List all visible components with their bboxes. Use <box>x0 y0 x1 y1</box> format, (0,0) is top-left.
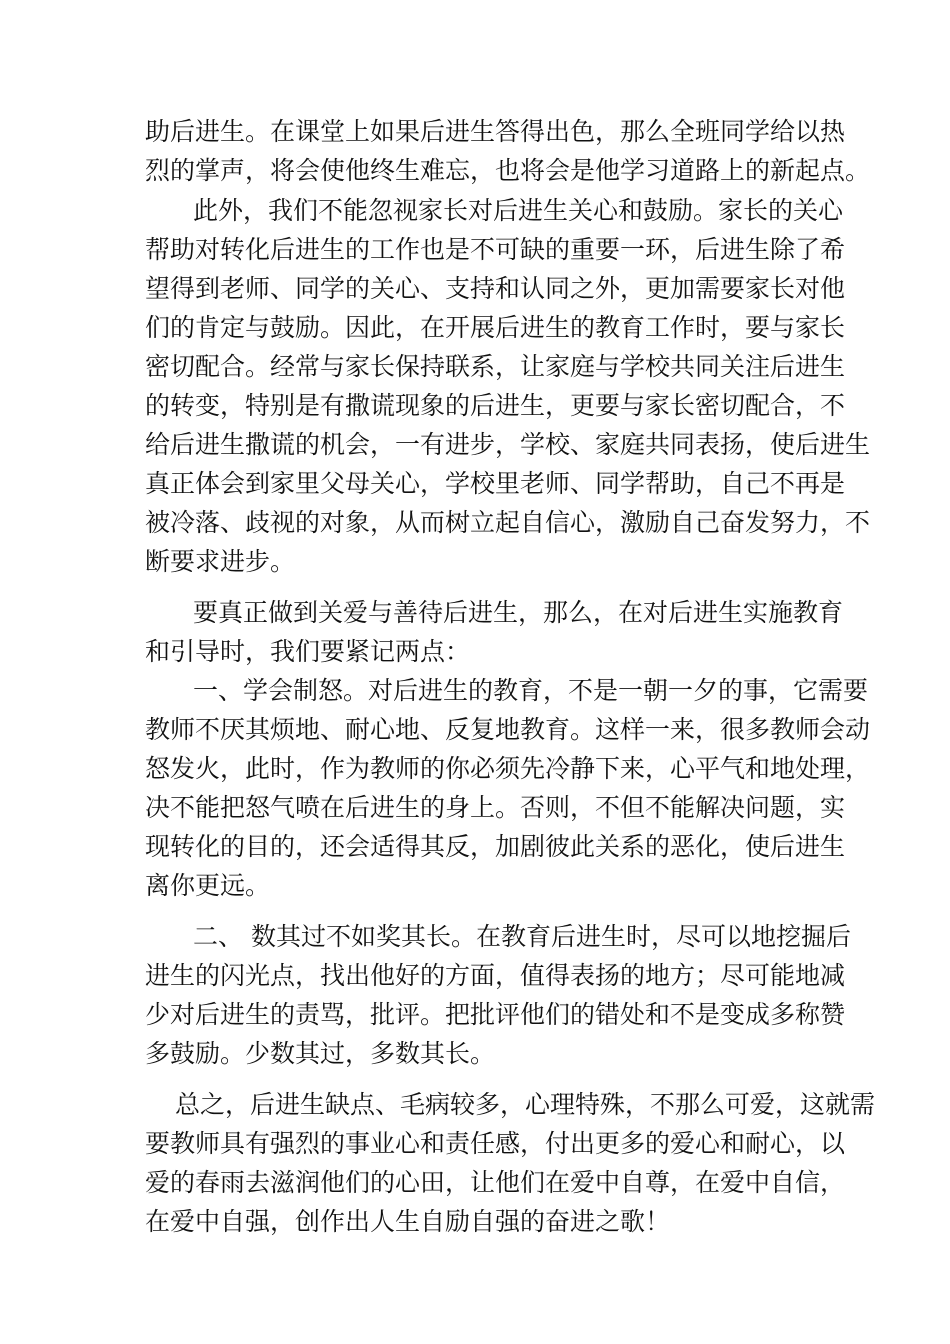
body-text-line: 被冷落、歧视的对象，从而树立起自信心，激励自己奋发努力，不 <box>145 508 871 537</box>
body-text-line: 帮助对转化后进生的工作也是不可缺的重要一环，后进生除了希 <box>145 235 846 264</box>
body-text-line: 真正体会到家里父母关心，学校里老师、同学帮助，自己不再是 <box>145 469 846 498</box>
body-text-line: 怒发火，此时，作为教师的你必须先冷静下来，心平气和地处理， <box>145 754 871 783</box>
body-text-line: 教师不厌其烦地、耐心地、反复地教育。这样一来，很多教师会动 <box>145 715 871 744</box>
body-text-line: 和引导时，我们要紧记两点： <box>145 637 471 666</box>
body-text-line: 总之，后进生缺点、毛病较多，心理特殊，不那么可爱，这就需 <box>175 1090 876 1119</box>
body-text-line: 望得到老师、同学的关心、支持和认同之外，更加需要家长对他 <box>145 274 846 303</box>
body-text-line: 少对后进生的责骂，批评。把批评他们的错处和不是变成多称赞 <box>145 1000 846 1029</box>
body-text-line: 爱的春雨去滋润他们的心田，让他们在爱中自尊，在爱中自信， <box>145 1168 846 1197</box>
body-text-line: 现转化的目的，还会适得其反，加剧彼此关系的恶化，使后进生 <box>145 832 846 861</box>
body-text-line: 此外，我们不能忽视家长对后进生关心和鼓励。家长的关心 <box>193 196 844 225</box>
body-text-line: 决不能把怒气喷在后进生的身上。否则，不但不能解决问题，实 <box>145 793 846 822</box>
body-text-line: 离你更远。 <box>145 871 271 900</box>
body-text-line: 进生的闪光点，找出他好的方面，值得表扬的地方；尽可能地减 <box>145 961 846 990</box>
body-text-line: 给后进生撒谎的机会，一有进步，学校、家庭共同表扬，使后进生 <box>145 430 871 459</box>
body-text-line: 在爱中自强，创作出人生自励自强的奋进之歌！ <box>145 1207 671 1236</box>
body-text-line: 要真正做到关爱与善待后进生，那么，在对后进生实施教育 <box>193 598 844 627</box>
body-text-line: 密切配合。经常与家长保持联系，让家庭与学校共同关注后进生 <box>145 352 846 381</box>
body-text-line: 二、 数其过不如奖其长。在教育后进生时，尽可以地挖掘后 <box>193 922 851 951</box>
body-text-line: 要教师具有强烈的事业心和责任感，付出更多的爱心和耐心，以 <box>145 1129 846 1158</box>
body-text-line: 助后进生。在课堂上如果后进生答得出色，那么全班同学给以热 <box>145 117 846 146</box>
body-text-line: 的转变，特别是有撒谎现象的后进生，更要与家长密切配合，不 <box>145 391 846 420</box>
body-text-line: 多鼓励。少数其过，多数其长。 <box>145 1039 496 1068</box>
body-text-line: 们的肯定与鼓励。因此，在开展后进生的教育工作时，要与家长 <box>145 313 846 342</box>
body-text-line: 断要求进步。 <box>145 547 296 576</box>
body-text-line: 一、学会制怒。对后进生的教育，不是一朝一夕的事，它需要 <box>193 676 869 705</box>
body-text-line: 烈的掌声，将会使他终生难忘，也将会是他学习道路上的新起点。 <box>145 156 871 185</box>
